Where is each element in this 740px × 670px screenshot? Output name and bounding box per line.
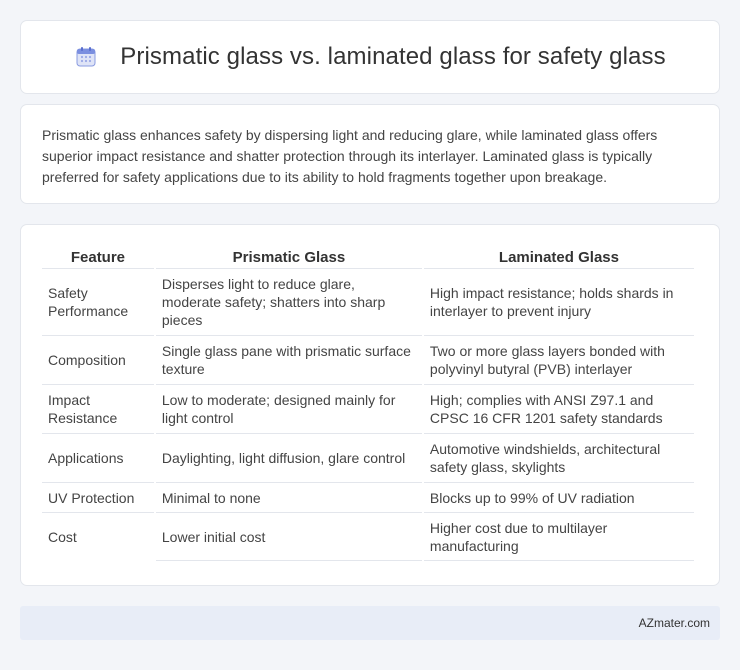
table-row: [42, 385, 694, 434]
table-row: [42, 336, 694, 385]
prismatic-cell: Low to moderate; designed mainly for light control: [156, 385, 422, 434]
prismatic-cell: Disperses light to reduce glare, moderate safety; shatters into sharp pieces: [156, 269, 422, 336]
prismatic-cell: Lower initial cost: [156, 513, 422, 561]
feature-cell: Cost: [48, 529, 77, 545]
comparison-table: [40, 245, 696, 561]
calendar-icon: [74, 45, 98, 69]
table-row: [42, 269, 694, 336]
header-laminated: Laminated Glass: [424, 245, 694, 269]
feature-cell: Composition: [42, 336, 154, 385]
table-row: [42, 483, 694, 513]
header-feature: Feature: [42, 245, 154, 269]
table-header-row: [42, 245, 694, 269]
laminated-cell: Higher cost due to multilayer manufacturing: [424, 513, 694, 561]
header-prismatic: Prismatic Glass: [156, 245, 422, 269]
feature-cell: Applications: [42, 434, 154, 483]
feature-cell: Safety Performance: [42, 269, 154, 336]
laminated-cell: High; complies with ANSI Z97.1 and CPSC 16 CFR 1201 safety standards: [424, 385, 694, 434]
footer-site-link[interactable]: AZmater.com: [638, 616, 710, 630]
laminated-cell: Two or more glass layers bonded with polyvinyl butyral (PVB) interlayer: [424, 336, 694, 385]
comparison-card: [20, 224, 720, 586]
laminated-cell: Blocks up to 99% of UV radiation: [424, 483, 694, 513]
prismatic-cell: Minimal to none: [156, 483, 422, 513]
feature-cell: UV Protection: [42, 483, 154, 513]
prismatic-cell: Single glass pane with prismatic surface texture: [156, 336, 422, 385]
title-card: [20, 20, 720, 94]
footer: [20, 606, 720, 640]
summary-text: Prismatic glass enhances safety by dispersing light and reducing glare, while laminated glass offers superior impact resistance and shatter protection through its interlayer. Laminated glass is typically preferred for safety applications due to its ability to hold fragments together upon breakage.: [42, 127, 658, 185]
feature-cell: Impact Resistance: [42, 385, 154, 434]
laminated-cell: High impact resistance; holds shards in interlayer to prevent injury: [424, 269, 694, 336]
summary-card: [20, 104, 720, 204]
table-row: [42, 434, 694, 483]
laminated-cell: Automotive windshields, architectural safety glass, skylights: [424, 434, 694, 483]
prismatic-cell: Daylighting, light diffusion, glare control: [156, 434, 422, 483]
table-row: [42, 513, 694, 561]
page-title: Prismatic glass vs. laminated glass for safety glass: [120, 43, 666, 70]
